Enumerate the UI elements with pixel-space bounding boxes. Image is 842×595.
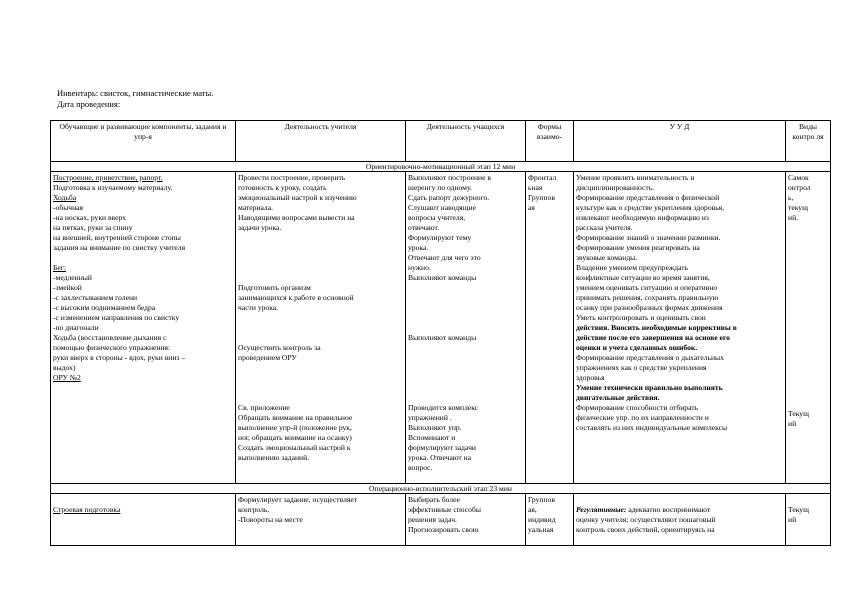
text-line: индивид [528, 515, 556, 524]
text-line: -с изменением направления по свистку [53, 313, 180, 322]
text-line [238, 373, 403, 383]
drill-label: Строевая подготовка [53, 505, 121, 514]
text-line: Провести построение, проверить [238, 173, 346, 182]
text-line: Вспоминают и [408, 433, 456, 442]
text-line: ий [788, 515, 797, 524]
text-line [238, 393, 403, 403]
interaction-forms-cell [526, 494, 574, 546]
text-line: -Повороты на месте [238, 515, 303, 524]
text-line: урока. [408, 243, 429, 252]
uud-line [576, 505, 783, 515]
text-line [53, 253, 233, 263]
table-row [51, 172, 831, 484]
control-cell [786, 494, 831, 546]
text-line [408, 283, 523, 293]
student-activity-cell [406, 172, 526, 484]
column-header: Формы взаимо- [526, 121, 574, 162]
text-line: онтрол [788, 183, 811, 192]
text-line [408, 313, 523, 323]
text-line: Выполняют команды [408, 273, 477, 282]
table-row [51, 494, 831, 546]
control-cell [786, 172, 831, 484]
column-header: Деятельность учащихся [406, 121, 526, 162]
teacher-activity-cell [236, 172, 406, 484]
text-line: эффективные способы [408, 505, 481, 514]
uud-label: Регулятивные: [576, 505, 627, 514]
document-header [57, 88, 213, 110]
text-line: Наводящими вопросами вывести на [238, 213, 355, 222]
text-line [408, 373, 523, 383]
text-line: конфликтные ситуации во время занятия, [576, 273, 710, 282]
text-line: звуковые команды. [576, 253, 638, 262]
text-line: составлять из них индивидуальные комплексы [576, 423, 728, 432]
text-line: уальная [528, 525, 554, 534]
text-line: эмоциональный настрой к изучению [238, 193, 357, 202]
text-line: Выполняют построение в [408, 173, 491, 182]
text-line: Осуществить контроль за [238, 343, 321, 352]
text-line: Проводится комплекс [408, 403, 479, 412]
text-line [408, 293, 523, 303]
text-line: действия. Вносить необходимые коррективы в [576, 323, 737, 332]
text-line [408, 363, 523, 373]
text-line: Подготовить организм [238, 283, 311, 292]
text-line: части урока. [238, 303, 279, 312]
text-line: формулируют задачи [408, 443, 476, 452]
text-line [238, 263, 403, 273]
text-line: рассказа учителя. [576, 223, 633, 232]
text-line: умением оценивать ситуацию и оперативно [576, 283, 718, 292]
text-line: Слушают наводящие [408, 203, 476, 212]
uud-line: оценку учителя; осуществляют пошаговый [576, 515, 716, 524]
text-line: ий. [788, 213, 799, 222]
text-line [238, 253, 403, 263]
uud-text: адекватно воспринимают [626, 505, 711, 514]
teacher-activity-cell [236, 494, 406, 546]
text-line: Подготовка к изучаемому материалу. [53, 183, 173, 192]
text-line: Сдать рапорт дежурного. [408, 193, 490, 202]
text-line: Самок [788, 173, 809, 182]
text-line: Выполняют упр. [408, 423, 462, 432]
text-line: Умение проявлять внимательность и [576, 173, 695, 182]
text-line: физические упр. по их направленности и [576, 413, 709, 422]
text-line: Ходьба [53, 193, 77, 202]
date-line: Дата проведения: [57, 99, 121, 109]
text-line: принимать решения, сохранять правильную [576, 293, 719, 302]
text-line: Прогнозировать свою [408, 525, 479, 534]
text-line: -змейкой [53, 283, 82, 292]
text-line: руки вверх в стороны - вдох, руки вниз – [53, 353, 186, 362]
text-line: урока. Отвечают на [408, 453, 472, 462]
text-line: готовность к уроку, создать [238, 183, 327, 192]
text-line: Уметь контролировать и оценивать свои [576, 313, 706, 322]
text-line: ий [788, 419, 797, 428]
text-line [238, 333, 403, 343]
text-line: оценки и учета сделанных ошибок. [576, 343, 698, 352]
text-line: выполнение упр-й (положение рук, [238, 423, 352, 432]
column-header: Обучающие и развивающие компоненты, задания и упр-я [51, 121, 236, 162]
text-line: Формирование умения реагировать на [576, 243, 700, 252]
text-line: Бег: [53, 263, 66, 272]
text-line [238, 313, 403, 323]
text-line: культуре как о средстве укрепления здоровья, [576, 203, 725, 212]
text-line: -по диагонали [53, 323, 99, 332]
text-line: упражнениях как о средстве укрепления [576, 363, 707, 372]
text-line: ног, обращать внимание на осанку) [238, 433, 352, 442]
text-line: -с высоким подниманием бедра [53, 303, 156, 312]
text-line: -обычная [53, 203, 84, 212]
table-header-row [51, 121, 831, 162]
text-line: контроль. [238, 505, 270, 514]
text-line: задачи урока. [238, 223, 282, 232]
text-line: двигательные действия. [576, 393, 660, 402]
text-line: выдох) [53, 363, 76, 372]
student-activity-cell [406, 494, 526, 546]
text-line: Создать эмоциональный настрой к [238, 443, 351, 452]
text-line: решения задач. [408, 515, 457, 524]
text-line: ая [528, 203, 535, 212]
text-line: занимающихся к работе в основной [238, 293, 354, 302]
text-line: на пятках, руки за спину [53, 223, 133, 232]
uud-line: контроль своих действий, ориентируясь на [576, 525, 715, 534]
text-line: осанку при разнообразных формах движения [576, 303, 723, 312]
stage-row [51, 162, 831, 172]
text-line: отвечают. [408, 223, 440, 232]
text-line: Построение, приветствие, рапорт. [53, 173, 163, 182]
text-line: -с захлестыванием голени [53, 293, 138, 302]
text-line [408, 323, 523, 333]
interaction-forms-cell [526, 172, 574, 484]
text-line: Ходьба (восстановление дыхания с [53, 333, 167, 342]
text-line: ь, [788, 193, 794, 202]
text-line: здоровья [576, 373, 605, 382]
text-line: Группов [528, 193, 555, 202]
text-line: Обращать внимание на правильное [238, 413, 353, 422]
text-line: -медленный [53, 273, 92, 282]
text-line [408, 383, 523, 393]
text-line: Умение технически правильно выполнять [576, 383, 723, 392]
text-line: Группов [528, 495, 555, 504]
text-line: Формирование знаний о значении разминки. [576, 233, 721, 242]
text-line: текущ [788, 203, 808, 212]
text-line: нужно. [408, 263, 431, 272]
text-line: выполнению заданий. [238, 453, 310, 462]
text-line: дисциплинированность. [576, 183, 655, 192]
text-line: Текущ [788, 409, 809, 418]
text-line: Выбирать более [408, 495, 460, 504]
text-line: вопрос. [408, 463, 433, 472]
text-line [238, 243, 403, 253]
text-line: действие после его завершения на основе его [576, 333, 730, 342]
text-line [408, 353, 523, 363]
components-cell [51, 494, 236, 546]
text-line: вопросы учителя, [408, 213, 466, 222]
text-line: шеренгу по одному. [408, 183, 472, 192]
text-line: Отвечают для чего это [408, 253, 481, 262]
text-line: -на носках, руки вверх [53, 213, 127, 222]
text-line: помощью физического упражнения: [53, 343, 171, 352]
stage-row [51, 484, 831, 494]
text-line: задания на внимание по свистку учителя [53, 243, 186, 252]
text-line [238, 233, 403, 243]
text-line: Св. приложение [238, 403, 290, 412]
text-line: проведением ОРУ [238, 353, 297, 362]
text-line: упражнений . [408, 413, 452, 422]
inventory-line: Инвентарь: свисток, гимнастические маты. [57, 88, 214, 98]
stage-title: Операционно-исполнительский этап 23 мин [51, 484, 831, 494]
text-line: Владение умением предупреждать [576, 263, 689, 272]
column-header: У У Д [574, 121, 786, 162]
text-line: Формирование способности отбирать [576, 403, 699, 412]
text-line [238, 363, 403, 373]
text-line: Выполняют команды [408, 333, 477, 342]
column-header: Деятельность учителя [236, 121, 406, 162]
uud-cell [574, 172, 786, 484]
text-line: на внешней, внутренней стороне стопы [53, 233, 181, 242]
text-line: Формулирует задание, осуществляет [238, 495, 358, 504]
text-line: Формулируют тему [408, 233, 472, 242]
text-line [408, 393, 523, 403]
text-line: ОРУ №2 [53, 373, 81, 382]
text-line [408, 303, 523, 313]
text-line: материала. [238, 203, 273, 212]
text-line: ьная [528, 183, 543, 192]
text-line: Фронтал [528, 173, 557, 182]
uud-cell [574, 494, 786, 546]
components-cell [51, 172, 236, 484]
text-line: Формирование представления о дыхательных [576, 353, 724, 362]
text-line: извлекают необходимую информацию из [576, 213, 709, 222]
text-line: ая, [528, 505, 537, 514]
text-line: Формирование представления о физической [576, 193, 720, 202]
text-line [408, 343, 523, 353]
text-line [238, 383, 403, 393]
column-header: Виды контро ля [786, 121, 831, 162]
text-line [238, 323, 403, 333]
text-line: Текущ [788, 505, 809, 514]
text-line [238, 273, 403, 283]
stage-title: Ориентировочно-мотивационный этап 12 мин [51, 162, 831, 172]
lesson-plan-table [50, 120, 831, 546]
